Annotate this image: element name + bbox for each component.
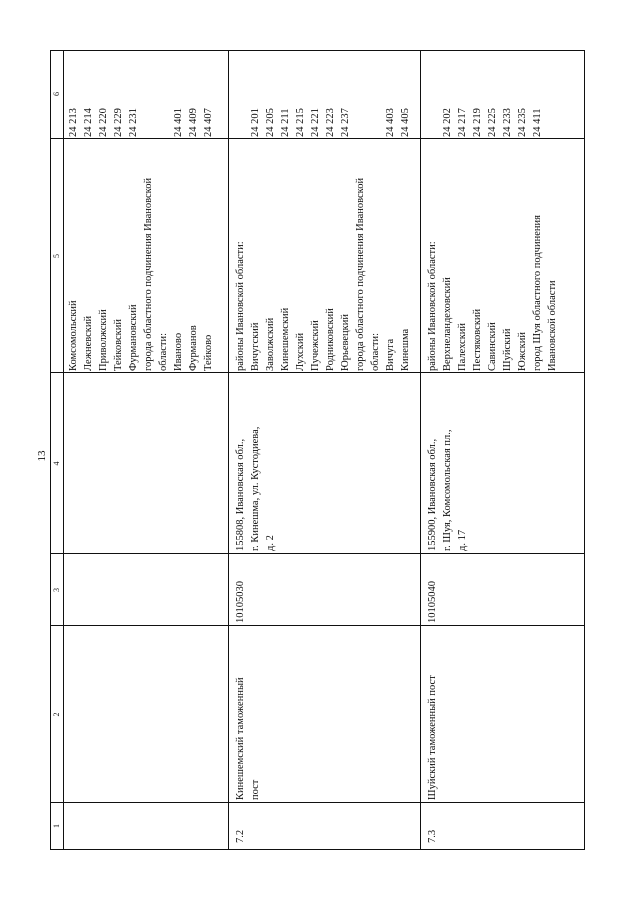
header-col-3: 3	[52, 588, 61, 592]
header-divider	[63, 51, 64, 849]
row-divider-2	[420, 51, 421, 849]
col-divider-2	[51, 625, 584, 626]
header-col-1: 1	[52, 824, 61, 828]
rotated-table-page	[50, 50, 585, 850]
row-7-2-code: 10105030	[235, 581, 246, 623]
header-col-2: 2	[52, 712, 61, 717]
row-7-3-name: Шуйский таможенный пост	[427, 675, 438, 800]
row-7-3-address: 155900, Ивановская обл., г. Шуя, Комсомольская пл., д. 17	[427, 429, 468, 551]
row-7-2-codes: 24 201 24 205 24 211 24 215 24 221 24 223 24 237 24 403 24 405	[250, 108, 411, 137]
row-7-2-number: 7.2	[235, 829, 246, 843]
col-divider-3	[51, 553, 584, 554]
col-divider-4	[51, 372, 584, 373]
page-number: 13	[36, 450, 48, 462]
row-7-2-address: 155808, Ивановская обл., г. Кинешма, ул. Кустодиева, д. 2	[235, 426, 276, 551]
customs-posts-table	[50, 50, 585, 850]
row-7-3-number: 7.3	[427, 829, 438, 843]
row-7-3-code: 10105040	[427, 581, 438, 623]
row-divider-1	[228, 51, 229, 849]
row-7-3-areas: районы Ивановской области: Верхнеландеховский Палехский Пестяковский Савинский Шуйский Южский город Шуя областного подчинения Ивановской области	[427, 215, 558, 371]
continuation-areas: Комсомольский Лежневский Приволжский Тейковский Фурмановский города областного подчинения Ивановской области: Иваново Фурманов Тейково	[68, 177, 214, 371]
header-col-5: 5	[52, 254, 61, 258]
continuation-codes: 24 213 24 214 24 220 24 229 24 231 24 401 24 409 24 407	[68, 108, 214, 137]
header-col-4: 4	[52, 461, 61, 466]
col-divider-5	[51, 138, 584, 139]
row-7-3-codes: 24 202 24 217 24 219 24 225 24 233 24 235 24 411	[442, 108, 543, 137]
col-divider-1	[51, 802, 584, 803]
row-7-2-name: Кинешемский таможенный пост	[235, 677, 261, 800]
row-7-2-areas: районы Ивановской области: Вичугский Заволжский Кинешемский Лухский Пучежский Родниковский Юрьевецкий города областного подчинения Ивановской области: Вичуга Кинешма	[235, 177, 411, 371]
header-col-6: 6	[52, 92, 61, 96]
